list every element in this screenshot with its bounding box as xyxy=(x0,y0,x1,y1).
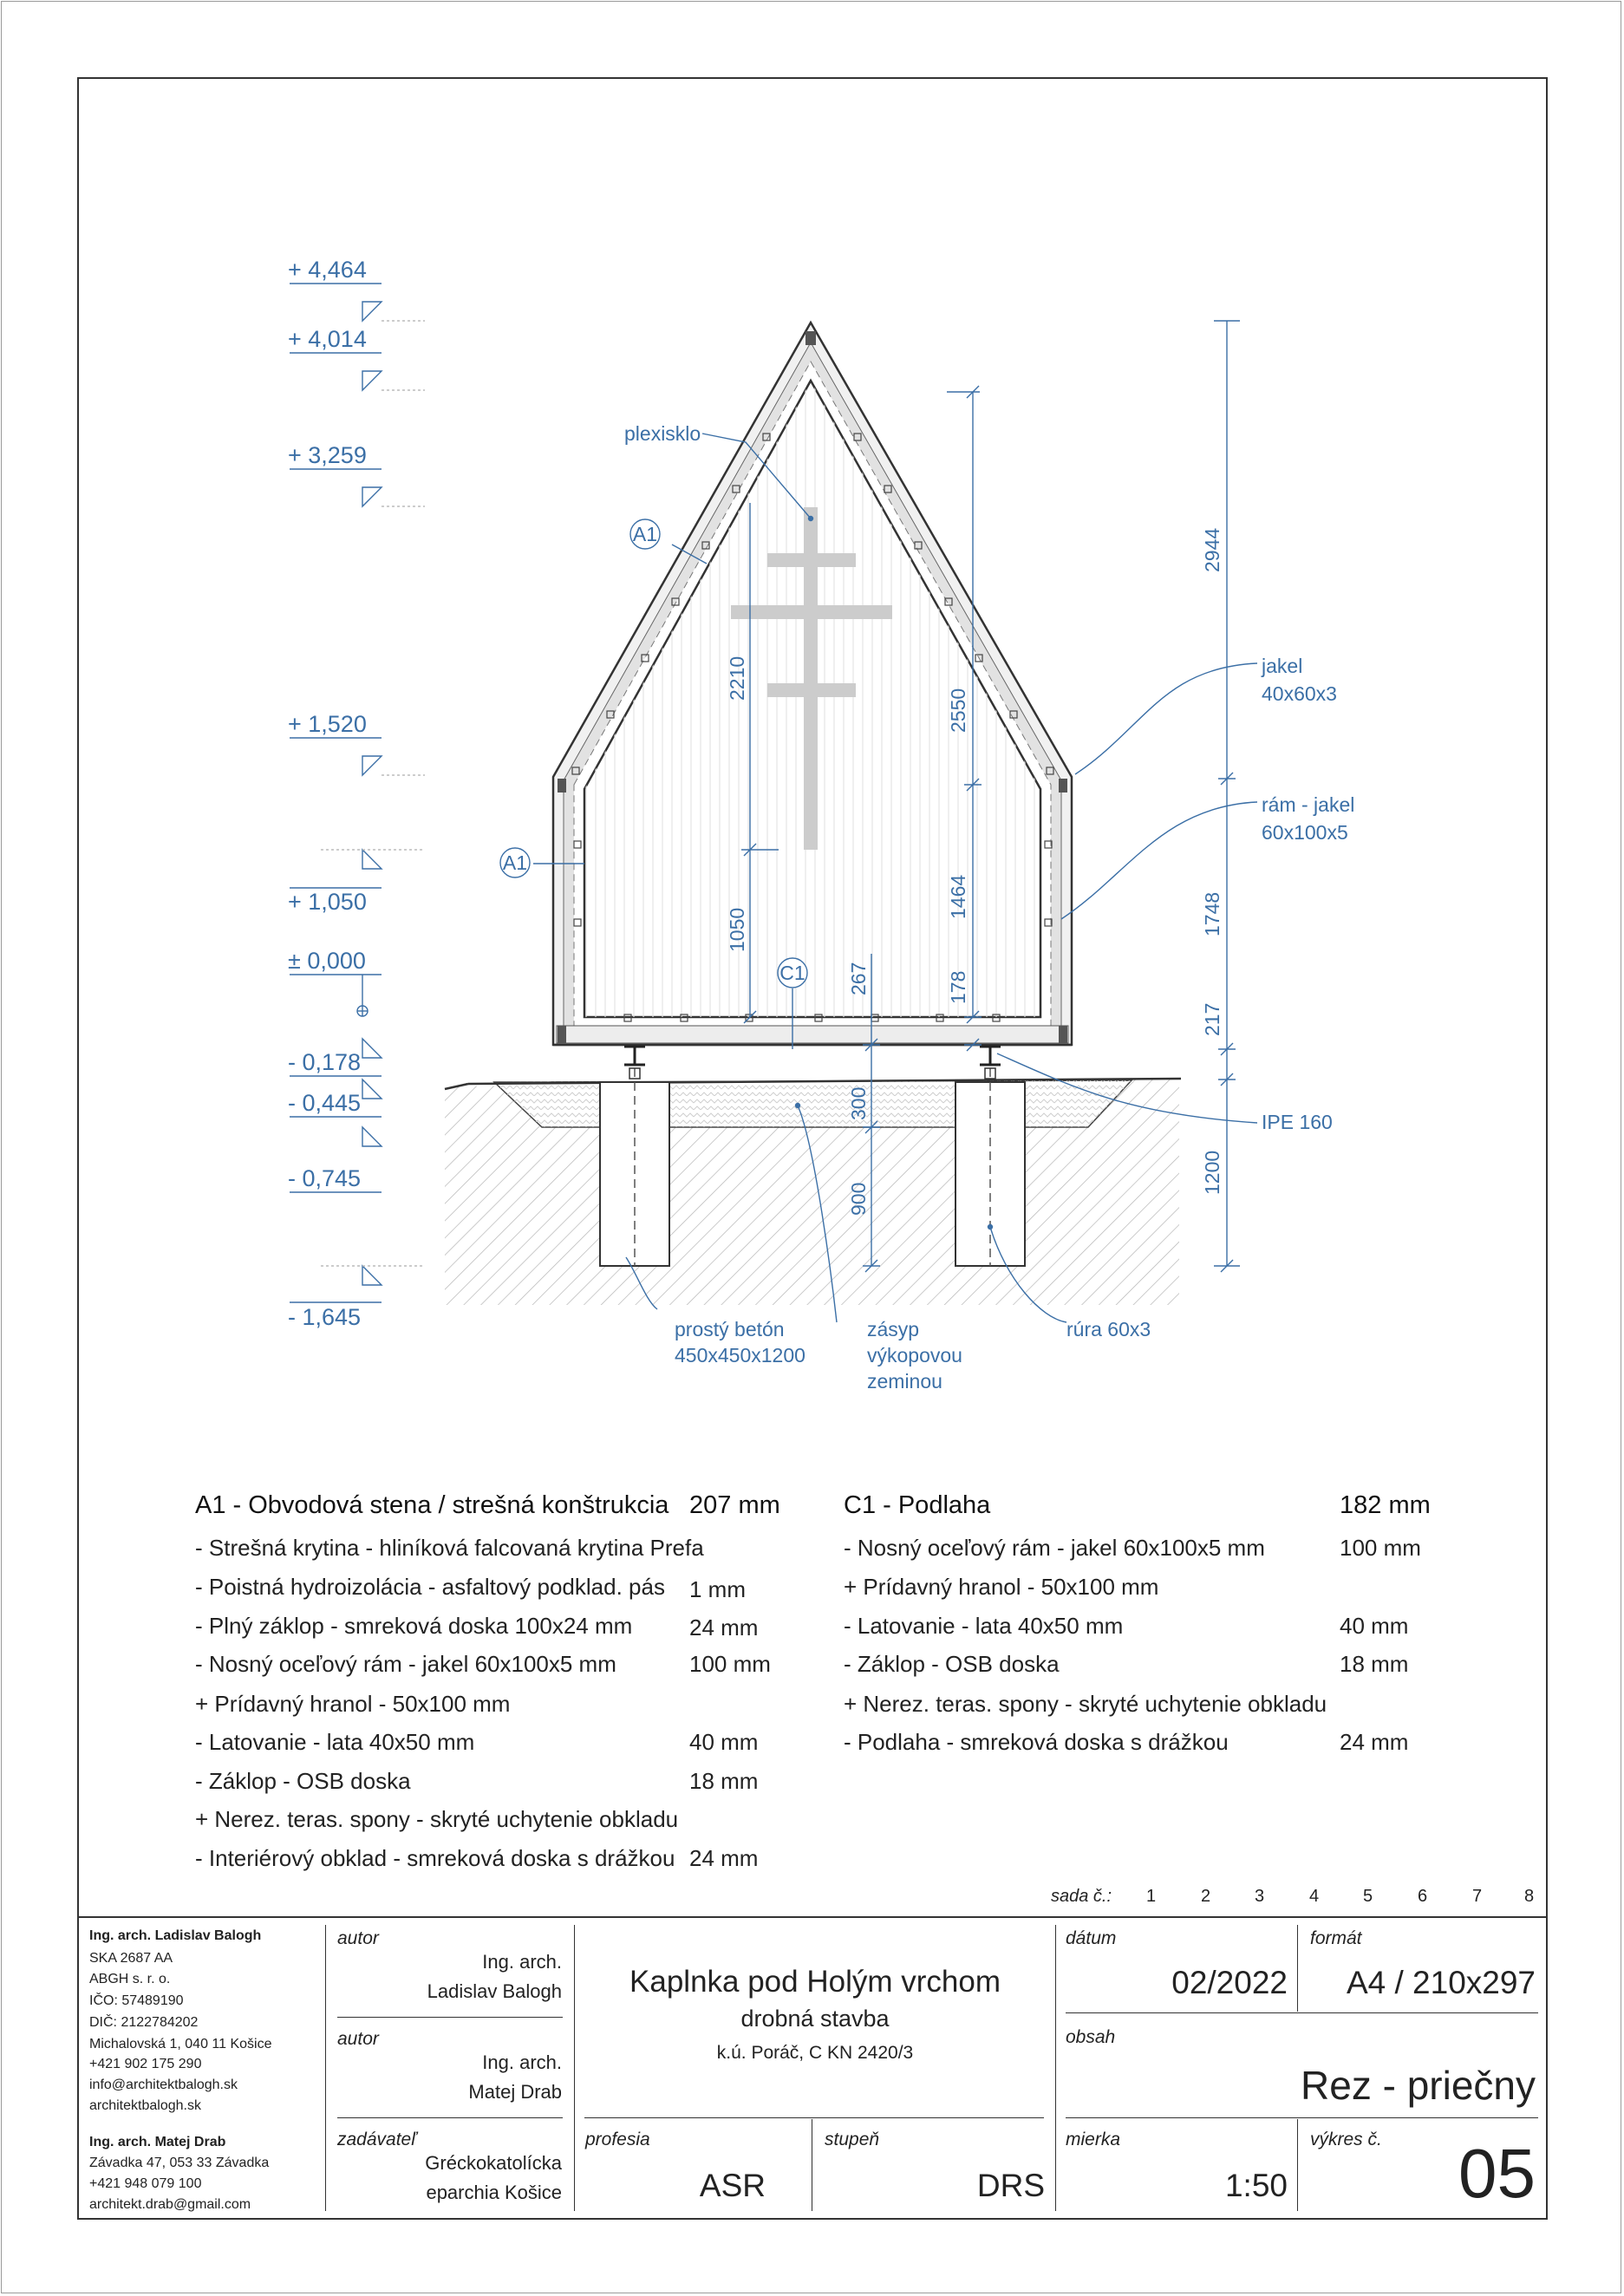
spec-row: + Prídavný hranol - 50x100 mm xyxy=(195,1691,511,1717)
dimension-label: 178 xyxy=(947,970,969,1004)
office-name-2: Ing. arch. Matej Drab xyxy=(89,2135,226,2149)
level-label: + 1,050 xyxy=(288,889,367,915)
project-subtitle: drobná stavba xyxy=(740,2006,890,2032)
zadavatel-label: zadávateľ xyxy=(337,2130,417,2149)
level-labels xyxy=(288,257,367,1330)
spec-row: - Záklop - OSB doska xyxy=(844,1651,1060,1677)
spec-row: + Nerez. teras. spony - skryté uchytenie obkladu xyxy=(844,1691,1327,1717)
dimension-label: 300 xyxy=(847,1086,870,1120)
label-zasyp-2: výkopovou xyxy=(867,1344,962,1367)
spec-c1-title: C1 - Podlaha xyxy=(844,1491,991,1519)
profesia-label: profesia xyxy=(585,2130,650,2149)
sada-number: 1 xyxy=(1146,1887,1157,1906)
autor2-line: Matej Drab xyxy=(468,2081,562,2103)
level-label: + 4,014 xyxy=(288,326,367,352)
spec-value: 24 mm xyxy=(1340,1729,1409,1755)
project-title: Kaplnka pod Holým vrchom xyxy=(629,1965,1001,1999)
spec-value: 100 mm xyxy=(1340,1535,1421,1561)
spec-value: 40 mm xyxy=(689,1729,759,1755)
sada-label: sada č.: xyxy=(1051,1887,1112,1906)
sada-number: 2 xyxy=(1201,1887,1211,1906)
autor1-line: Ing. arch. xyxy=(482,1951,562,1973)
office-line: +421 948 079 100 xyxy=(89,2176,202,2191)
dimension-label: 900 xyxy=(847,1182,870,1216)
mierka-label: mierka xyxy=(1066,2130,1121,2149)
office-line: Závadka 47, 053 33 Závadka xyxy=(89,2156,270,2170)
office-line: architekt.drab@gmail.com xyxy=(89,2197,251,2212)
spec-value: 24 mm xyxy=(689,1614,759,1640)
autor-label: autor xyxy=(337,1928,379,1948)
level-label: - 0,178 xyxy=(288,1049,362,1075)
level-label: - 1,645 xyxy=(288,1304,362,1330)
level-label: + 1,520 xyxy=(288,711,367,737)
level-marker xyxy=(290,284,425,321)
tag-a1-top: A1 xyxy=(632,523,658,545)
level-marker xyxy=(290,738,425,775)
spec-row: - Latovanie - lata 40x50 mm xyxy=(195,1729,475,1755)
zadavatel-line: Gréckokatolícka xyxy=(425,2152,562,2174)
spec-row: - Plný záklop - smreková doska 100x24 mm xyxy=(195,1613,633,1639)
project-location: k.ú. Poráč, C KN 2420/3 xyxy=(716,2043,914,2063)
spec-row: - Poistná hydroizolácia - asfaltový podklad. pás xyxy=(195,1574,665,1600)
mierka-value: 1:50 xyxy=(1224,2168,1288,2203)
sada-number: 7 xyxy=(1472,1887,1483,1906)
spec-a1-total: 207 mm xyxy=(689,1491,780,1519)
format-label: formát xyxy=(1310,1928,1362,1948)
label-ram-size: 60x100x5 xyxy=(1262,821,1348,844)
level-label: - 0,745 xyxy=(288,1165,362,1191)
level-marker xyxy=(290,469,425,506)
sada-number: 5 xyxy=(1363,1887,1373,1906)
office-line: Michalovská 1, 040 11 Košice xyxy=(89,2037,272,2051)
sada-number: 3 xyxy=(1255,1887,1265,1906)
spec-value: 18 mm xyxy=(689,1768,759,1794)
sada-number: 8 xyxy=(1524,1887,1535,1906)
spec-row: - Podlaha - smreková doska s drážkou xyxy=(844,1729,1229,1755)
level-marker xyxy=(290,850,425,888)
spec-value: 40 mm xyxy=(1340,1613,1409,1639)
autor1-line: Ladislav Balogh xyxy=(427,1980,562,2002)
office-line: IČO: 57489190 xyxy=(89,1993,184,2008)
ipe-beams xyxy=(624,1047,1001,1065)
level-label: - 0,445 xyxy=(288,1090,362,1116)
label-beton: prostý betón xyxy=(675,1318,785,1340)
spec-row: - Interiérový obklad - smreková doska s drážkou xyxy=(195,1845,675,1871)
stupen-label: stupeň xyxy=(825,2130,880,2149)
title-block xyxy=(77,1916,1548,2220)
vykres-label: výkres č. xyxy=(1310,2130,1382,2149)
spec-row: + Nerez. teras. spony - skryté uchytenie obkladu xyxy=(195,1806,679,1832)
ground-section xyxy=(445,1068,1181,1305)
obsah-label: obsah xyxy=(1066,2027,1116,2047)
spec-value: 1 mm xyxy=(689,1576,746,1602)
tag-c1: C1 xyxy=(779,962,805,984)
spec-c1-total: 182 mm xyxy=(1340,1491,1431,1519)
label-ipe: IPE 160 xyxy=(1262,1111,1333,1133)
spec-a1-title: A1 - Obvodová stena / strešná konštrukcia xyxy=(195,1491,669,1519)
level-markers xyxy=(290,284,425,1302)
dimension-label: 2550 xyxy=(947,688,969,733)
stupen-value: DRS xyxy=(976,2168,1045,2203)
level-label: + 3,259 xyxy=(288,442,367,468)
autor2-line: Ing. arch. xyxy=(482,2051,562,2073)
level-label: ± 0,000 xyxy=(288,948,366,974)
label-beton-size: 450x450x1200 xyxy=(675,1344,805,1367)
format-value: A4 / 210x297 xyxy=(1346,1965,1536,2000)
label-jakel: jakel xyxy=(1262,655,1303,677)
autor-label: autor xyxy=(337,2029,379,2049)
obsah-value: Rez - priečny xyxy=(1301,2063,1536,2108)
spec-value: 24 mm xyxy=(689,1845,759,1871)
dimension-label: 2944 xyxy=(1201,527,1223,572)
label-rura: rúra 60x3 xyxy=(1066,1318,1151,1340)
label-zasyp-3: zeminou xyxy=(867,1370,942,1393)
spec-row: - Strešná krytina - hliníková falcovaná krytina Prefa xyxy=(195,1535,704,1561)
label-jakel-size: 40x60x3 xyxy=(1262,682,1337,705)
level-label: + 4,464 xyxy=(288,257,367,283)
zadavatel-line: eparchia Košice xyxy=(426,2182,562,2203)
vykres-value: 05 xyxy=(1458,2135,1536,2212)
dimension-label: 1050 xyxy=(726,907,748,952)
level-marker xyxy=(290,353,425,390)
office-line: +421 902 175 290 xyxy=(89,2057,202,2071)
spec-row: - Latovanie - lata 40x50 mm xyxy=(844,1613,1124,1639)
office-name-1: Ing. arch. Ladislav Balogh xyxy=(89,1928,262,1943)
dimension-label: 1200 xyxy=(1201,1150,1223,1195)
tag-a1-wall: A1 xyxy=(502,851,528,874)
datum-label: dátum xyxy=(1066,1928,1117,1948)
sada-number: 4 xyxy=(1309,1887,1320,1906)
office-line: architektbalogh.sk xyxy=(89,2098,201,2113)
profesia-value: ASR xyxy=(699,2168,766,2203)
dimension-label: 267 xyxy=(847,962,870,995)
spec-row: - Nosný oceľový rám - jakel 60x100x5 mm xyxy=(195,1651,616,1677)
dimension-label: 1748 xyxy=(1201,891,1223,936)
office-line: ABGH s. r. o. xyxy=(89,1972,171,1986)
dimension-label: 1464 xyxy=(947,874,969,919)
spec-row: + Prídavný hranol - 50x100 mm xyxy=(844,1574,1159,1600)
label-zasyp: zásyp xyxy=(867,1318,920,1340)
level-marker xyxy=(290,975,382,1016)
sada-number: 6 xyxy=(1418,1887,1428,1906)
datum-value: 02/2022 xyxy=(1171,1965,1288,2000)
office-line: info@architektbalogh.sk xyxy=(89,2077,238,2092)
spec-row: - Nosný oceľový rám - jakel 60x100x5 mm xyxy=(844,1535,1265,1561)
dimension-label: 217 xyxy=(1201,1002,1223,1036)
dimension-label: 2210 xyxy=(726,656,748,701)
label-plexisklo: plexisklo xyxy=(624,422,701,445)
office-line: SKA 2687 AA xyxy=(89,1951,173,1966)
label-ram: rám - jakel xyxy=(1262,793,1355,816)
spec-row: - Záklop - OSB doska xyxy=(195,1768,411,1794)
level-marker xyxy=(290,1266,425,1302)
spec-value: 18 mm xyxy=(1340,1651,1409,1677)
spec-value: 100 mm xyxy=(689,1651,771,1677)
office-line: DIČ: 2122784202 xyxy=(89,2015,199,2030)
